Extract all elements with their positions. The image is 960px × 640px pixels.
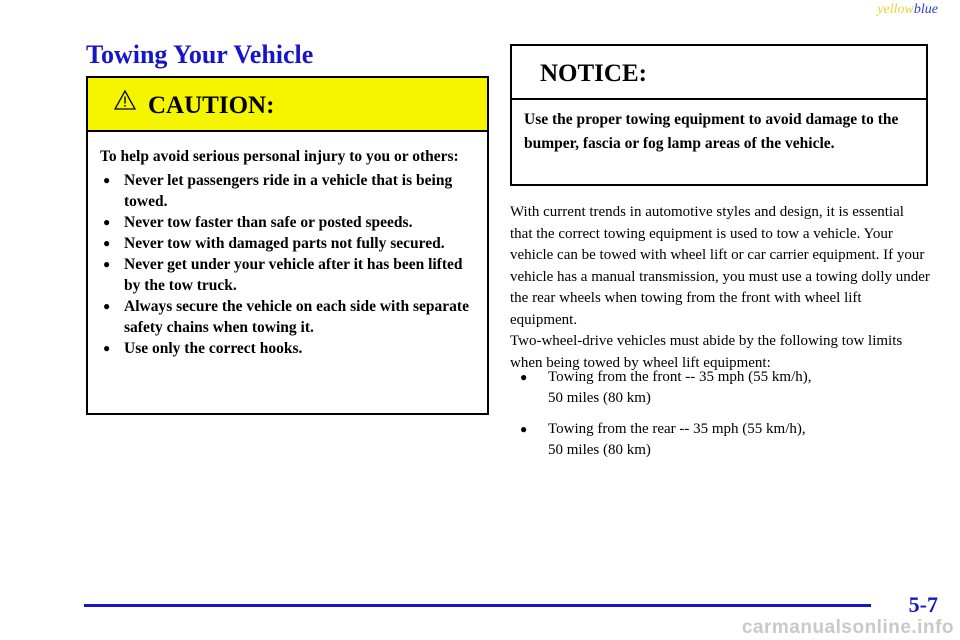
caution-body	[88, 132, 487, 359]
caution-item: ● Never tow with damaged parts not fully secured.	[100, 233, 475, 254]
watermark: carmanualsonline.info	[741, 617, 954, 638]
caution-item: ● Always secure the vehicle on each side with separate safety chains when towing it.	[100, 296, 475, 338]
color-mark	[877, 2, 938, 18]
caution-intro: To help avoid serious personal injury to you or others:	[100, 148, 459, 165]
tow-limit-item	[510, 419, 930, 461]
notice-box	[510, 44, 928, 186]
tow-limit-line: Towing from the front -- 35 mph (55 km/h),	[548, 369, 812, 385]
caution-item: ● Never let passengers ride in a vehicle that is being towed.	[100, 170, 475, 212]
caution-item: ● Never get under your vehicle after it has been lifted by the tow truck.	[100, 254, 475, 296]
footer-rule	[84, 604, 871, 607]
tow-limits-list	[510, 367, 930, 471]
caution-box	[86, 76, 489, 415]
warning-triangle-icon	[114, 90, 136, 110]
notice-header	[512, 46, 926, 100]
caution-header	[88, 78, 487, 132]
body-paragraph: Two-wheel-drive vehicles must abide by the following tow limits when being towed by wheel lift equipment:	[510, 333, 903, 371]
body-paragraph: With current trends in automotive styles and design, it is essential that the correct towing equipment is used to tow a vehicle. Your vehicle can be towed with wheel lift or car carrier equipment. If your vehicle has a manual transmission, you must use a towing dolly under the rear wheels when towing from the front with wheel lift equipment.	[510, 204, 930, 328]
color-mark-yellow: yellow	[877, 2, 914, 17]
color-mark-blue: blue	[913, 2, 938, 17]
tow-limit-item	[510, 367, 930, 409]
notice-text: Use the proper towing equipment to avoid damage to the bumper, fascia or fog lamp areas of the vehicle.	[524, 111, 899, 152]
body-text	[510, 202, 930, 374]
tow-limit-line: 50 miles (80 km)	[548, 442, 651, 458]
caution-heading: CAUTION:	[148, 92, 275, 119]
tow-limit-line: 50 miles (80 km)	[548, 390, 651, 406]
page-title: Towing Your Vehicle	[86, 40, 314, 69]
page-number: 5-7	[908, 592, 938, 617]
tow-limit-line: Towing from the rear -- 35 mph (55 km/h),	[548, 421, 806, 437]
caution-item: ● Never tow faster than safe or posted speeds.	[100, 212, 475, 233]
caution-list	[100, 170, 475, 359]
caution-item: ● Use only the correct hooks.	[100, 338, 475, 359]
notice-heading: NOTICE:	[540, 60, 647, 87]
